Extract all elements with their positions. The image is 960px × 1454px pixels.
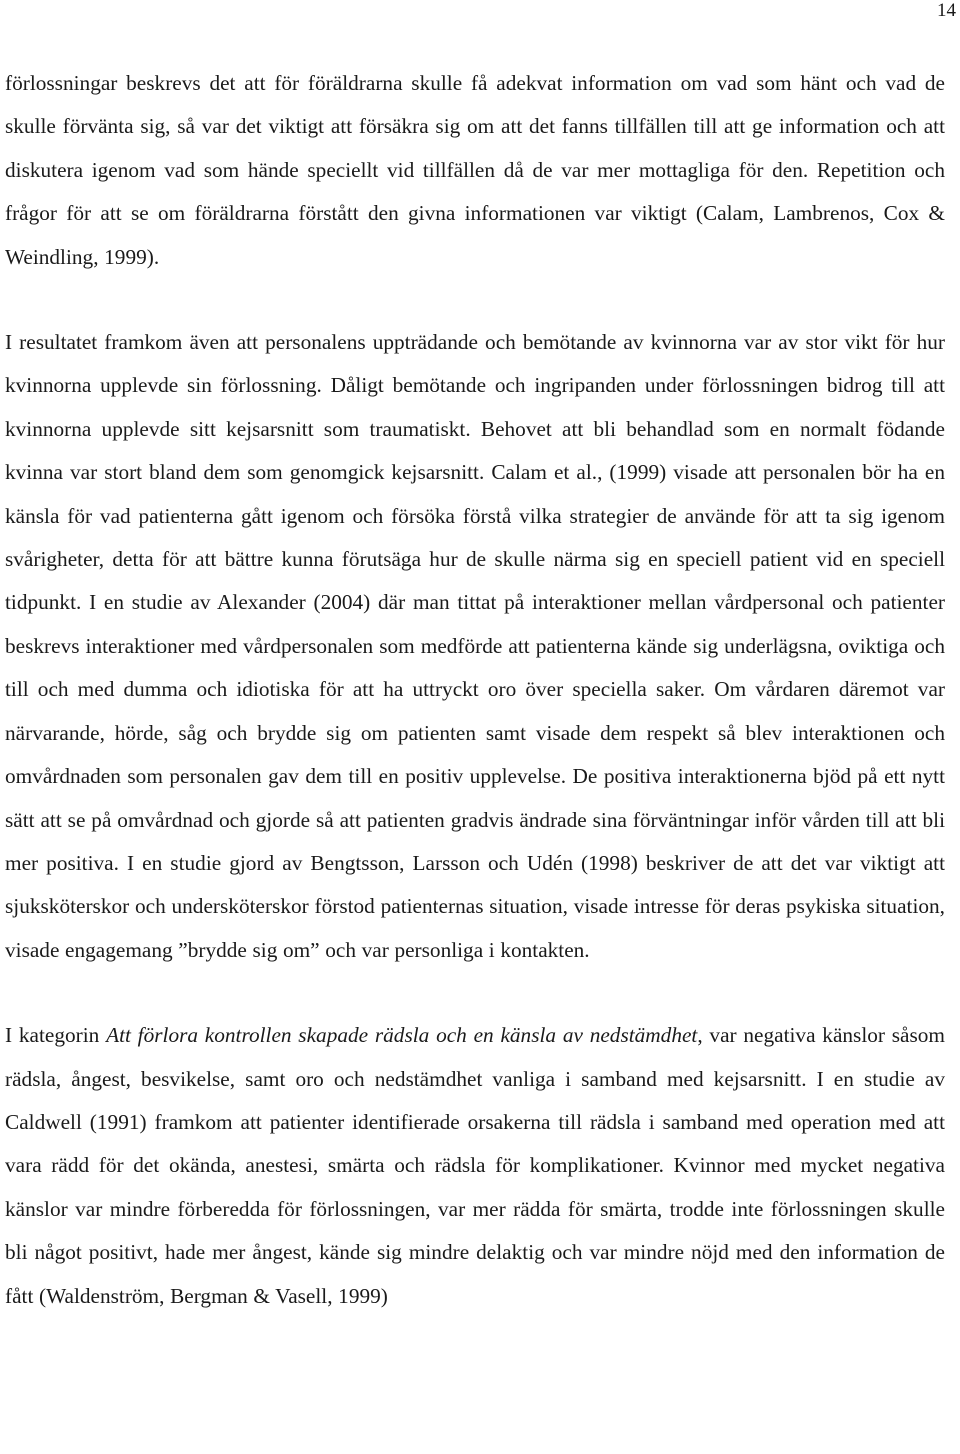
category-title-emphasis: Att förlora kontrollen skapade rädsla och en känsla av nedstämdhet (106, 1023, 698, 1048)
paragraph-3-rest: , var negativa känslor såsom rädsla, ångest, besvikelse, samt oro och nedstämdhet vanliga i samband med kejsarsnitt. I en studie av Caldwell (1991) framkom att patienter identifierade orsakerna till rädsla i samband med operation med att vara rädd för det okända, anestesi, smärta och rädsla för komplikationer. Kvinnor med mycket negativa känslor var mindre förberedda för förlossningen, var mer rädda för smärta, trodde inte förlossningen skulle bli något positivt, hade mer ångest, kände sig mindre delaktig och var mindre nöjd med den information de fått (Waldenström, Bergman & Vasell, 1999) (5, 1023, 946, 1308)
paragraph-3 (5, 1014, 945, 1318)
paragraph-2: I resultatet framkom även att personalens uppträdande och bemötande av kvinnorna var av stor vikt för hur kvinnorna upplevde sin förlossning. Dåligt bemötande och ingripanden under förlossningen bidrog till att kvinnorna upplevde sitt kejsarsnitt som traumatiskt. Behovet att bli behandlad som en normalt födande kvinna var stort bland dem som genomgick kejsarsnitt. Calam et al., (1999) visade att personalen bör ha en känsla för vad patienterna gått igenom och försöka förstå vilka strategier de använde för att ta sig igenom svårigheter, detta för att bättre kunna förutsäga hur de skulle närma sig en speciell patient vid en speciell tidpunkt. I en studie av Alexander (2004) där man tittat på interaktioner mellan vårdpersonal och patienter beskrevs interaktioner med vårdpersonalen som medförde att patienterna kände sig underlägsna, oviktiga och till och med dumma och idiotiska för att ha uttryckt oro över speciella saker. Om vårdaren däremot var närvarande, hörde, såg och brydde sig om patienten samt visade dem respekt så blev interaktionen och omvårdnaden som personalen gav dem till en positiv upplevelse. De positiva interaktionerna bjöd på ett nytt sätt att se på omvårdnad och gjorde så att patienten gradvis ändrade sina förväntningar inför vården till att bli mer positiva. I en studie gjord av Bengtsson, Larsson och Udén (1998) beskriver de att det var viktigt att sjuksköterskor och undersköterskor förstod patienternas situation, visade intresse för deras psykiska situation, visade engagemang ”brydde sig om” och var personliga i kontakten. (5, 330, 945, 962)
page-number: 14 (937, 0, 956, 21)
body-text (5, 62, 945, 1318)
paragraph-1: förlossningar beskrevs det att för föräldrarna skulle få adekvat information om vad som hänt och vad de skulle förvänta sig, så var det viktigt att försäkra sig om att det fanns tillfällen till att ge information och att diskutera igenom vad som hände speciellt vid tillfällen då de var mer mottagliga för den. Repetition och frågor för att se om föräldrarna förstått den givna informationen var viktigt (Calam, Lambrenos, Cox & Weindling, 1999). (5, 71, 945, 269)
paragraph-3-lead: I kategorin (5, 1023, 107, 1048)
